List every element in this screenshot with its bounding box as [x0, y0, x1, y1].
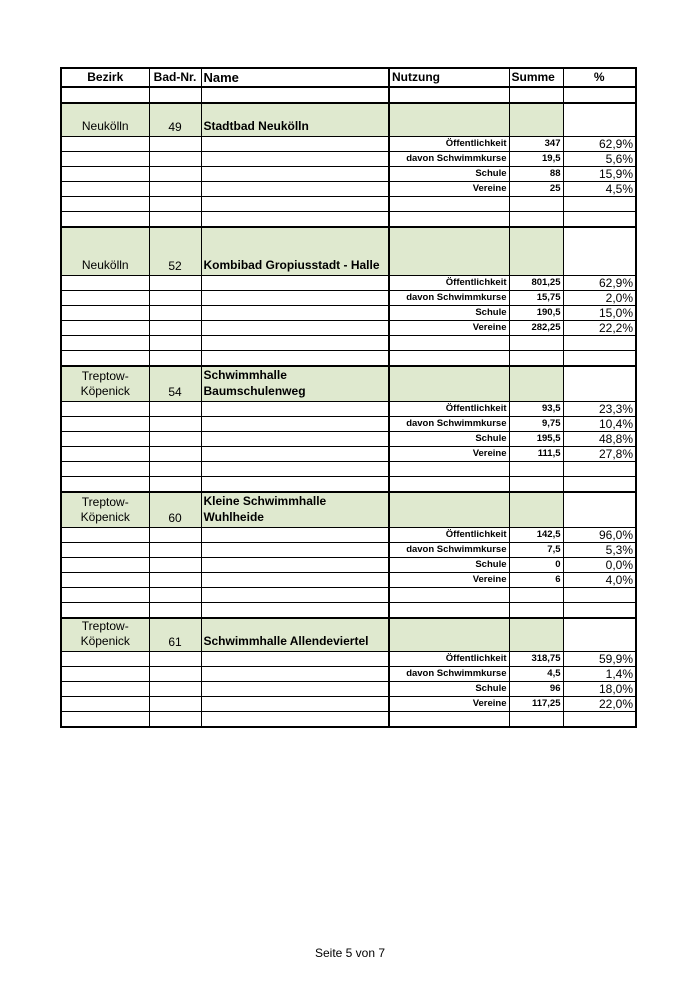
usage-sum: 195,5 [509, 432, 563, 447]
empty-cell [201, 558, 389, 573]
empty-cell [149, 432, 201, 447]
empty-cell [563, 603, 636, 619]
usage-label: Öffentlichkeit [389, 528, 509, 543]
col-header-pct: % [563, 68, 636, 87]
empty-cell [61, 603, 149, 619]
empty-cell [389, 87, 509, 103]
empty-cell [201, 447, 389, 462]
usage-sum: 7,5 [509, 543, 563, 558]
usage-sum: 347 [509, 137, 563, 152]
nutzung-header-cell [389, 227, 509, 276]
usage-row [61, 291, 636, 306]
usage-row [61, 682, 636, 697]
empty-cell [389, 197, 509, 212]
col-header-name: Name [201, 68, 389, 87]
pool-header-row [61, 103, 636, 137]
usage-sum: 111,5 [509, 447, 563, 462]
usage-row [61, 167, 636, 182]
usage-row [61, 543, 636, 558]
bezirk-cell: Neukölln [61, 103, 149, 137]
usage-sum: 142,5 [509, 528, 563, 543]
empty-cell [389, 712, 509, 728]
empty-cell [61, 351, 149, 367]
usage-label: Vereine [389, 182, 509, 197]
empty-cell [61, 336, 149, 351]
empty-cell [149, 712, 201, 728]
empty-cell [509, 603, 563, 619]
table-body [61, 87, 636, 727]
empty-cell [61, 447, 149, 462]
empty-cell [389, 336, 509, 351]
usage-sum: 25 [509, 182, 563, 197]
usage-label: Vereine [389, 573, 509, 588]
empty-cell [61, 137, 149, 152]
empty-cell [201, 351, 389, 367]
empty-cell [61, 432, 149, 447]
empty-cell [61, 573, 149, 588]
usage-pct: 4,5% [563, 182, 636, 197]
usage-label: Öffentlichkeit [389, 276, 509, 291]
pool-header-row [61, 492, 636, 528]
empty-cell [389, 477, 509, 493]
empty-cell [563, 336, 636, 351]
usage-label: Vereine [389, 697, 509, 712]
empty-cell [509, 212, 563, 228]
empty-cell [149, 276, 201, 291]
empty-cell [201, 137, 389, 152]
empty-cell [149, 682, 201, 697]
empty-cell [149, 402, 201, 417]
empty-row [61, 212, 636, 228]
empty-cell [563, 197, 636, 212]
empty-cell [149, 528, 201, 543]
empty-cell [61, 543, 149, 558]
empty-cell [61, 87, 149, 103]
empty-cell [149, 447, 201, 462]
empty-cell [149, 543, 201, 558]
usage-row [61, 573, 636, 588]
empty-cell [509, 712, 563, 728]
bezirk-cell: Neukölln [61, 227, 149, 276]
usage-sum: 318,75 [509, 652, 563, 667]
empty-cell [563, 588, 636, 603]
empty-cell [509, 462, 563, 477]
usage-pct: 5,3% [563, 543, 636, 558]
empty-cell [389, 462, 509, 477]
empty-cell [201, 682, 389, 697]
empty-cell [201, 402, 389, 417]
usage-pct: 10,4% [563, 417, 636, 432]
empty-cell [61, 528, 149, 543]
usage-pct: 62,9% [563, 137, 636, 152]
col-header-bezirk: Bezirk [61, 68, 149, 87]
usage-sum: 19,5 [509, 152, 563, 167]
usage-row [61, 447, 636, 462]
empty-cell [61, 682, 149, 697]
pool-name-cell: Schwimmhalle Allendeviertel [201, 618, 389, 652]
col-header-nutzung: Nutzung [389, 68, 509, 87]
usage-row [61, 528, 636, 543]
bad-nr-cell: 52 [149, 227, 201, 276]
usage-pct: 48,8% [563, 432, 636, 447]
empty-cell [61, 558, 149, 573]
empty-cell [201, 167, 389, 182]
usage-pct: 62,9% [563, 276, 636, 291]
nutzung-header-cell [389, 618, 509, 652]
empty-cell [509, 477, 563, 493]
usage-sum: 15,75 [509, 291, 563, 306]
empty-cell [201, 306, 389, 321]
usage-row [61, 432, 636, 447]
usage-label: Vereine [389, 447, 509, 462]
usage-pct: 27,8% [563, 447, 636, 462]
empty-cell [149, 291, 201, 306]
empty-cell [61, 652, 149, 667]
empty-row [61, 87, 636, 103]
usage-row [61, 306, 636, 321]
usage-label: davon Schwimmkurse [389, 417, 509, 432]
empty-row [61, 462, 636, 477]
col-header-summe: Summe [509, 68, 563, 87]
usage-sum: 282,25 [509, 321, 563, 336]
usage-sum: 9,75 [509, 417, 563, 432]
summe-header-cell [509, 227, 563, 276]
usage-sum: 0 [509, 558, 563, 573]
empty-cell [201, 182, 389, 197]
usage-label: davon Schwimmkurse [389, 152, 509, 167]
usage-pct: 2,0% [563, 291, 636, 306]
usage-pct: 59,9% [563, 652, 636, 667]
usage-row [61, 276, 636, 291]
nutzung-header-cell [389, 103, 509, 137]
empty-cell [201, 667, 389, 682]
empty-cell [201, 212, 389, 228]
pct-header-cell [563, 492, 636, 528]
empty-cell [509, 351, 563, 367]
empty-cell [61, 291, 149, 306]
empty-cell [563, 712, 636, 728]
empty-cell [509, 588, 563, 603]
usage-pct: 96,0% [563, 528, 636, 543]
usage-sum: 4,5 [509, 667, 563, 682]
pool-name-cell: Schwimmhalle Baumschulenweg [201, 366, 389, 402]
usage-label: Schule [389, 167, 509, 182]
empty-cell [61, 417, 149, 432]
empty-cell [61, 712, 149, 728]
empty-cell [149, 87, 201, 103]
empty-row [61, 197, 636, 212]
empty-cell [61, 462, 149, 477]
empty-cell [201, 697, 389, 712]
bezirk-cell: Treptow-Köpenick [61, 618, 149, 652]
summe-header-cell [509, 618, 563, 652]
col-header-nr: Bad-Nr. [149, 68, 201, 87]
empty-cell [509, 336, 563, 351]
empty-cell [563, 462, 636, 477]
empty-cell [201, 432, 389, 447]
empty-row [61, 712, 636, 728]
usage-row [61, 152, 636, 167]
empty-cell [149, 336, 201, 351]
summe-header-cell [509, 492, 563, 528]
empty-cell [61, 306, 149, 321]
pool-header-row [61, 227, 636, 276]
usage-label: Öffentlichkeit [389, 652, 509, 667]
empty-row [61, 336, 636, 351]
empty-cell [201, 462, 389, 477]
empty-cell [201, 652, 389, 667]
pct-header-cell [563, 103, 636, 137]
usage-row [61, 137, 636, 152]
pool-header-row [61, 618, 636, 652]
empty-cell [201, 543, 389, 558]
usage-sum: 801,25 [509, 276, 563, 291]
usage-label: Schule [389, 306, 509, 321]
usage-pct: 15,9% [563, 167, 636, 182]
usage-sum: 6 [509, 573, 563, 588]
usage-row [61, 321, 636, 336]
bezirk-cell: Treptow-Köpenick [61, 366, 149, 402]
bad-nr-cell: 60 [149, 492, 201, 528]
empty-cell [61, 212, 149, 228]
empty-cell [149, 137, 201, 152]
empty-cell [201, 588, 389, 603]
usage-pct: 0,0% [563, 558, 636, 573]
usage-label: Öffentlichkeit [389, 137, 509, 152]
usage-row [61, 652, 636, 667]
empty-row [61, 588, 636, 603]
usage-pct: 1,4% [563, 667, 636, 682]
usage-row [61, 402, 636, 417]
empty-row [61, 603, 636, 619]
empty-cell [509, 197, 563, 212]
bad-nr-cell: 61 [149, 618, 201, 652]
usage-label: davon Schwimmkurse [389, 667, 509, 682]
usage-pct: 23,3% [563, 402, 636, 417]
empty-cell [61, 197, 149, 212]
summe-header-cell [509, 103, 563, 137]
empty-cell [61, 152, 149, 167]
empty-cell [149, 197, 201, 212]
usage-pct: 15,0% [563, 306, 636, 321]
pct-header-cell [563, 618, 636, 652]
empty-cell [149, 603, 201, 619]
empty-cell [61, 182, 149, 197]
empty-cell [201, 321, 389, 336]
pool-name-cell: Kleine Schwimmhalle Wuhlheide [201, 492, 389, 528]
pct-header-cell [563, 366, 636, 402]
empty-cell [149, 462, 201, 477]
empty-cell [563, 87, 636, 103]
empty-cell [61, 276, 149, 291]
empty-cell [149, 306, 201, 321]
empty-cell [61, 477, 149, 493]
empty-cell [149, 351, 201, 367]
nutzung-header-cell [389, 492, 509, 528]
empty-cell [201, 197, 389, 212]
usage-sum: 117,25 [509, 697, 563, 712]
empty-cell [201, 87, 389, 103]
usage-label: davon Schwimmkurse [389, 543, 509, 558]
empty-cell [201, 603, 389, 619]
empty-cell [201, 417, 389, 432]
empty-cell [149, 212, 201, 228]
empty-cell [149, 417, 201, 432]
page-number: Seite 5 von 7 [314, 946, 386, 960]
empty-cell [389, 351, 509, 367]
usage-row [61, 558, 636, 573]
empty-cell [149, 477, 201, 493]
column-header-row [61, 68, 636, 87]
empty-cell [149, 182, 201, 197]
usage-row [61, 697, 636, 712]
usage-label: Schule [389, 558, 509, 573]
empty-row [61, 477, 636, 493]
usage-row [61, 667, 636, 682]
pool-header-row [61, 366, 636, 402]
empty-row [61, 351, 636, 367]
empty-cell [509, 87, 563, 103]
bad-nr-cell: 49 [149, 103, 201, 137]
empty-cell [389, 588, 509, 603]
empty-cell [61, 697, 149, 712]
empty-cell [563, 477, 636, 493]
usage-pct: 22,0% [563, 697, 636, 712]
empty-cell [61, 667, 149, 682]
empty-cell [389, 212, 509, 228]
usage-table [60, 67, 637, 728]
usage-pct: 22,2% [563, 321, 636, 336]
empty-cell [201, 528, 389, 543]
usage-label: davon Schwimmkurse [389, 291, 509, 306]
empty-cell [149, 588, 201, 603]
empty-cell [149, 321, 201, 336]
bad-nr-cell: 54 [149, 366, 201, 402]
empty-cell [201, 712, 389, 728]
empty-cell [201, 477, 389, 493]
empty-cell [61, 402, 149, 417]
empty-cell [563, 212, 636, 228]
pool-name-cell: Stadtbad Neukölln [201, 103, 389, 137]
empty-cell [149, 573, 201, 588]
empty-cell [201, 152, 389, 167]
empty-cell [149, 667, 201, 682]
empty-cell [389, 603, 509, 619]
usage-label: Öffentlichkeit [389, 402, 509, 417]
usage-pct: 4,0% [563, 573, 636, 588]
usage-pct: 5,6% [563, 152, 636, 167]
empty-cell [61, 588, 149, 603]
usage-row [61, 182, 636, 197]
empty-cell [61, 167, 149, 182]
empty-cell [201, 276, 389, 291]
nutzung-header-cell [389, 366, 509, 402]
usage-row [61, 417, 636, 432]
empty-cell [201, 291, 389, 306]
empty-cell [149, 152, 201, 167]
usage-sum: 96 [509, 682, 563, 697]
empty-cell [149, 697, 201, 712]
bezirk-cell: Treptow-Köpenick [61, 492, 149, 528]
empty-cell [149, 558, 201, 573]
usage-label: Vereine [389, 321, 509, 336]
pct-header-cell [563, 227, 636, 276]
usage-label: Schule [389, 682, 509, 697]
empty-cell [149, 652, 201, 667]
empty-cell [149, 167, 201, 182]
summe-header-cell [509, 366, 563, 402]
usage-sum: 88 [509, 167, 563, 182]
empty-cell [201, 573, 389, 588]
pool-name-cell: Kombibad Gropiusstadt - Halle [201, 227, 389, 276]
empty-cell [201, 336, 389, 351]
empty-cell [563, 351, 636, 367]
usage-sum: 190,5 [509, 306, 563, 321]
empty-cell [61, 321, 149, 336]
usage-pct: 18,0% [563, 682, 636, 697]
usage-sum: 93,5 [509, 402, 563, 417]
usage-label: Schule [389, 432, 509, 447]
